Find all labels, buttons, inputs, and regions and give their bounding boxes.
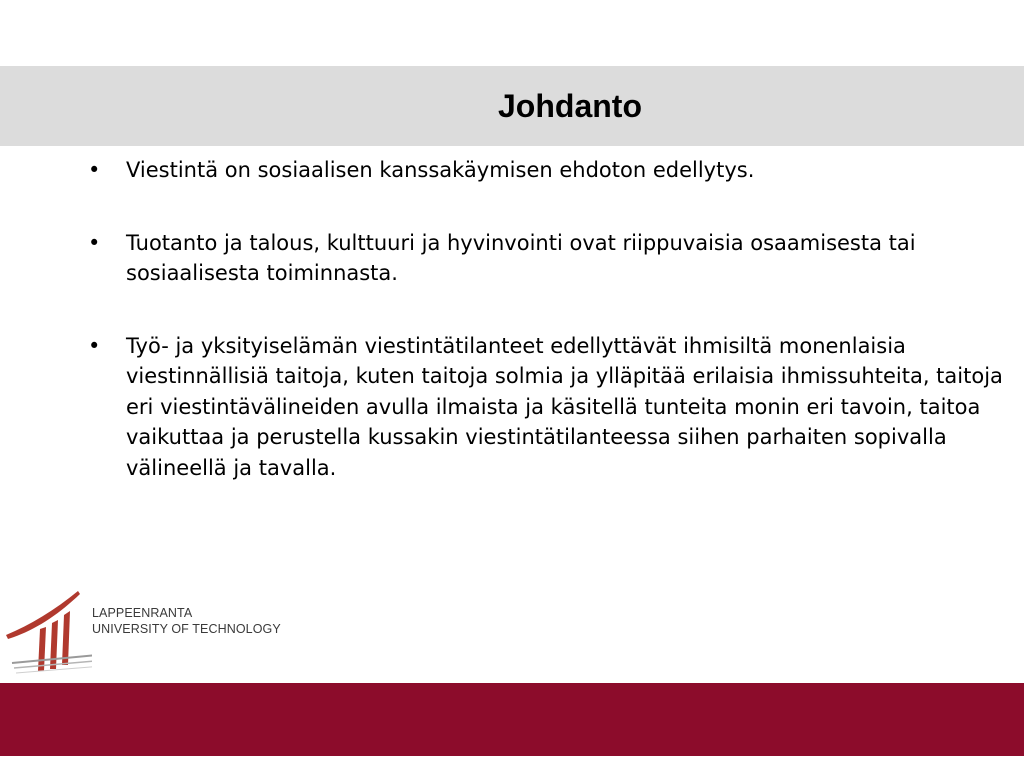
bullet-marker: • bbox=[88, 158, 101, 182]
bullet-text: Viestintä on sosiaalisen kanssakäymisen ehdoton edellytys. bbox=[126, 158, 755, 182]
slide-title: Johdanto bbox=[498, 88, 642, 124]
logo-line-1: LAPPEENRANTA bbox=[92, 606, 193, 620]
lut-logo-icon bbox=[0, 585, 92, 677]
title-band bbox=[0, 66, 1024, 146]
bullet-text: Tuotanto ja talous, kulttuuri ja hyvinvointi ovat riippuvaisia osaamisesta tai sosiaalisesta toiminnasta. bbox=[126, 230, 916, 285]
bullet-item bbox=[84, 331, 1004, 484]
bullet-marker: • bbox=[88, 230, 101, 255]
logo-wordmark bbox=[92, 605, 281, 637]
bullet-marker: • bbox=[88, 333, 101, 358]
bullet-list bbox=[84, 155, 1004, 525]
bullet-item bbox=[84, 228, 1004, 289]
university-logo bbox=[0, 585, 300, 677]
bullet-item bbox=[84, 155, 1004, 186]
logo-line-2: UNIVERSITY OF TECHNOLOGY bbox=[92, 622, 281, 636]
bullet-text: Työ- ja yksityiselämän viestintätilanteet edellyttävät ihmisiltä monenlaisia viestinnällisiä taitoja, kuten taitoja solmia ja ylläpitää erilaisia ihmissuhteita, taitoja eri viestintävälineiden avulla ilmaista ja käsitellä tunteita monin eri tavoin, taitoa vaikuttaa ja perustella kussakin viestintätilanteessa siihen parhaiten sopivalla välineellä ja tavalla. bbox=[126, 333, 1003, 480]
footer-bar bbox=[0, 683, 1024, 756]
